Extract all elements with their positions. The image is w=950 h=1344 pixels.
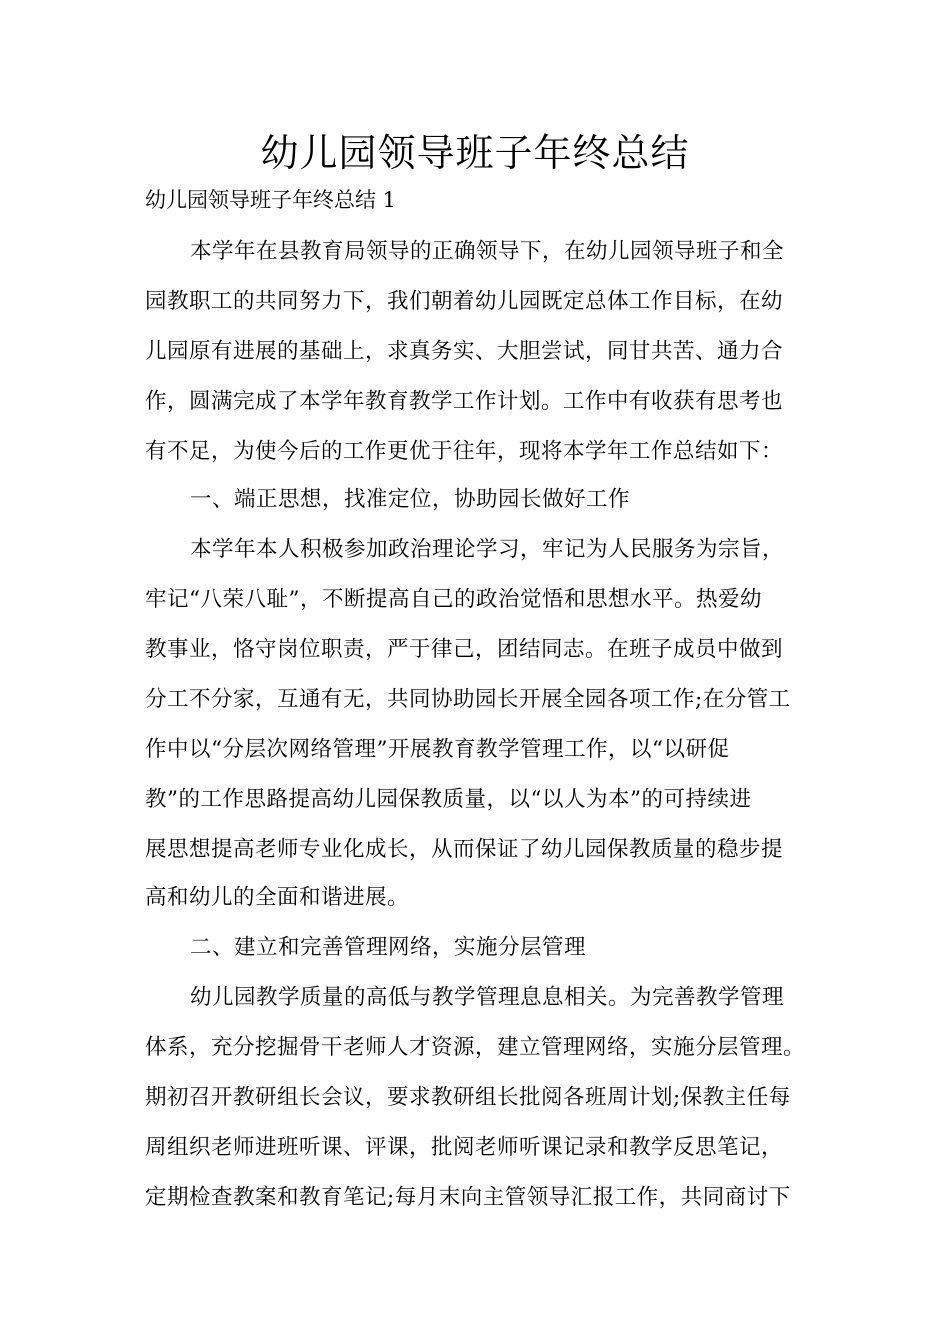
paragraph-line: 有不足，为使今后的工作更优于往年，现将本学年工作总结如下： (145, 439, 784, 464)
paragraph-line: 体系，充分挖掘骨干老师人才资源，建立管理网络，实施分层管理。 (145, 1035, 806, 1060)
section-heading: 二、建立和完善管理网络，实施分层管理 (190, 935, 587, 960)
paragraph-line: 周组织老师进班听课、评课，批阅老师听课记录和教学反思笔记， (145, 1135, 784, 1160)
paragraph-line: 幼儿园教学质量的高低与教学管理息息相关。为完善教学管理 (190, 985, 785, 1010)
paragraph-line: 园教职工的共同努力下，我们朝着幼儿园既定总体工作目标，在幼 (145, 289, 784, 314)
paragraph-line: 教事业，恪守岗位职责，严于律己，团结同志。在班子成员中做到 (145, 637, 784, 662)
paragraph-line: 本学年在县教育局领导的正确领导下，在幼儿园领导班子和全 (190, 239, 785, 264)
paragraph-line: 作中以“分层次网络管理”开展教育教学管理工作，以“以研促 (145, 737, 730, 762)
paragraph-line: 教”的工作思路提高幼儿园保教质量，以“以人为本”的可持续进 (145, 787, 752, 812)
paragraph-line: 期初召开教研组长会议，要求教研组长批阅各班周计划;保教主任每 (145, 1085, 791, 1110)
document-title: 幼儿园领导班子年终总结 (260, 131, 690, 175)
document-subtitle: 幼儿园领导班子年终总结 1 (145, 188, 397, 212)
paragraph-line: 分工不分家，互通有无，共同协助园长开展全园各项工作;在分管工 (145, 687, 791, 712)
paragraph-line: 定期检查教案和教育笔记;每月末向主管领导汇报工作，共同商讨下 (145, 1185, 791, 1210)
paragraph-line: 儿园原有进展的基础上，求真务实、大胆尝试，同甘共苦、通力合 (145, 339, 784, 364)
section-heading: 一、端正思想，找准定位，协助园长做好工作 (190, 487, 631, 512)
paragraph-line: 展思想提高老师专业化成长，从而保证了幼儿园保教质量的稳步提 (145, 837, 784, 862)
paragraph-line: 作，圆满完成了本学年教育教学工作计划。工作中有收获有思考也 (145, 389, 784, 414)
paragraph-line: 本学年本人积极参加政治理论学习，牢记为人民服务为宗旨， (190, 537, 785, 562)
paragraph-line: 高和幼儿的全面和谐进展。 (145, 885, 410, 910)
paragraph-line: 牢记“八荣八耻”，不断提高自己的政治觉悟和思想水平。热爱幼 (145, 587, 762, 612)
